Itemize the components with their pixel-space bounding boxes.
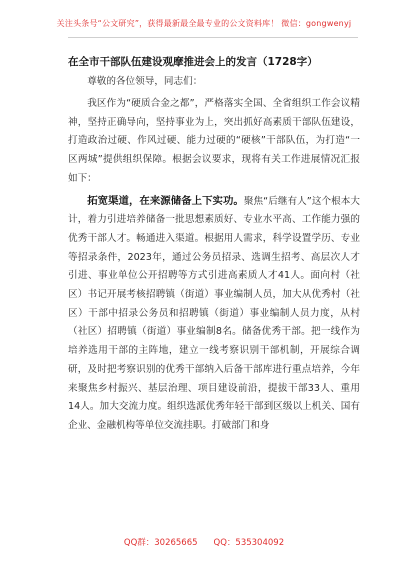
footer-qq: QQ：535304092	[213, 538, 285, 548]
paragraph-lead-heading: 拓宽渠道，在来源储备上下实功。	[87, 194, 244, 207]
header-divider	[68, 37, 358, 38]
paragraph-channels	[68, 192, 360, 436]
paragraph-body-text: 聚焦“后继有人”这个根本大计，着力引进培养储备一批思想素质好、专业水平高、工作能力强的优秀干部人才。畅通进入渠道。根据用人需求，科学设置学历、专业等招录条件，2023年，通过公务员招录、选调生招考、高层次人才引进、事业单位公开招聘等方式引进高素质人才41人。面向村（社区）书记开展考核招聘镇（街道）事业编制人员，加大从优秀村（社区）干部中招录公务员和招聘镇（街道）事业编制人员力度，从村（社区）招聘镇（街道）事业编制8名。储备优秀干部。把一线作为培养选用干部的主阵地，建立一线考察识别干部机制，开展综合调研，及时把考察识别的优秀干部纳入后备干部库进行重点培养，今年来聚焦乡村振兴、基层治理、项目建设前沿，提拔干部33人、重用14人。加大交流力度。组织选派优秀年轻干部到区级以上机关、国有企业、金融机构等单位交流挂职。打破部门和身	[68, 195, 360, 431]
document-body	[68, 54, 360, 436]
document-title: 在全市干部队伍建设观摩推进会上的发言（1728字）	[68, 56, 318, 68]
salutation: 尊敬的各位领导，同志们：	[87, 76, 203, 87]
footer-qq-group: QQ群：30265665	[123, 538, 198, 548]
header-banner: 关注头条号“公文研究”，获得最新最全最专业的公文资料库！ 微信：gongwenyj	[56, 19, 352, 28]
footer-contact	[0, 536, 408, 548]
paragraph-intro: 我区作为“硬质合金之都”，严格落实全国、全省组织工作会议精神，坚持正确导向，坚持事业为上，突出抓好高素质干部队伍建设，打造政治过硬、作风过硬、能力过硬的“硬核”干部队伍，为打造“一区两城”提供组织保障。根据会议要求，现将有关工作进展情况汇报如下：	[68, 98, 360, 184]
